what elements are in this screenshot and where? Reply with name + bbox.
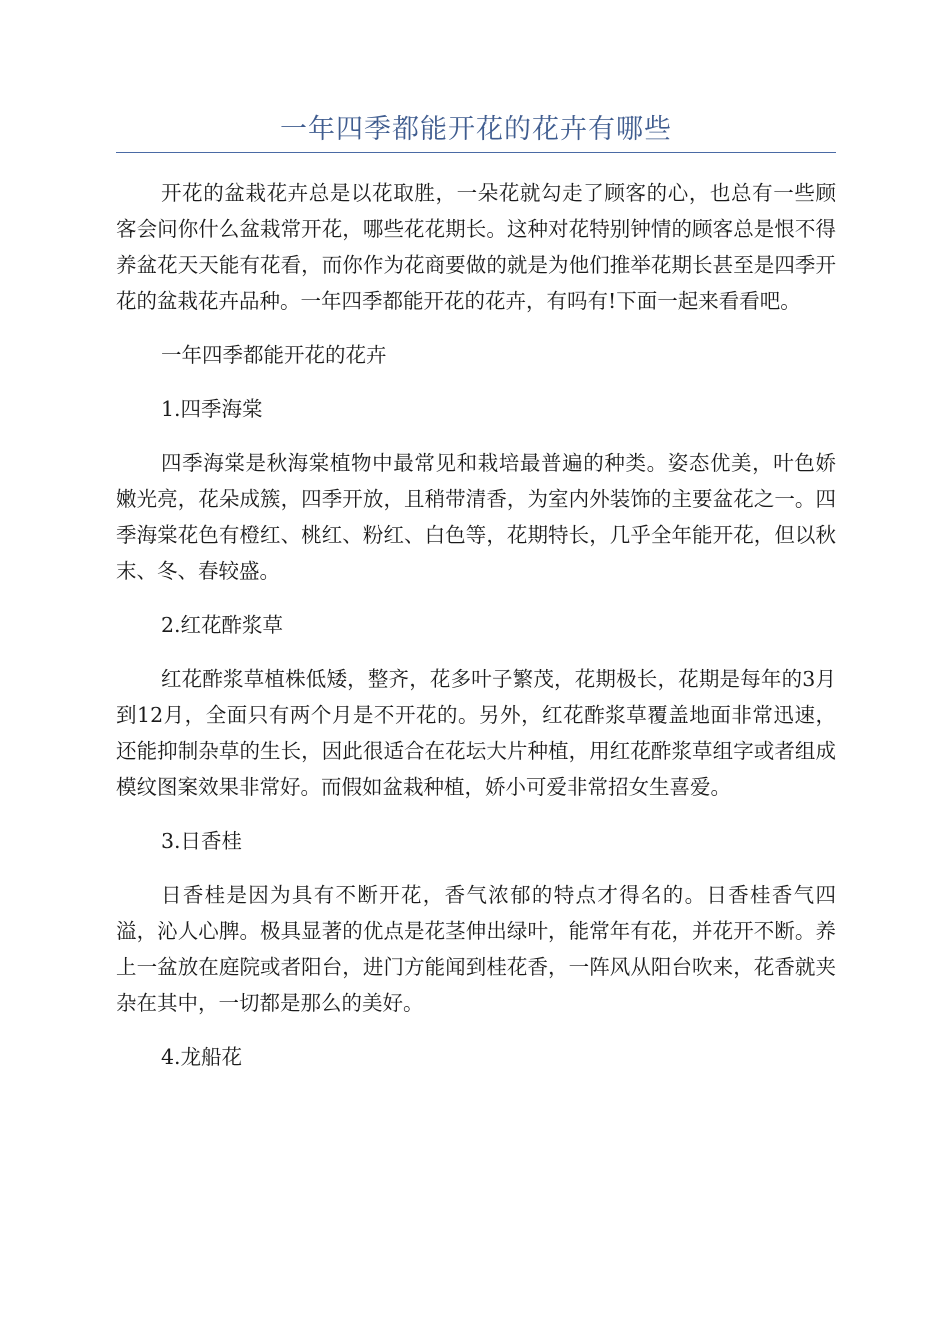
item-heading-2: 2.红花酢浆草 — [161, 613, 284, 637]
page-title: 一年四季都能开花的花卉有哪些 — [280, 114, 672, 145]
intro-paragraph: 开花的盆栽花卉总是以花取胜，一朵花就勾走了顾客的心，也总有一些顾客会问你什么盆栽常开花，哪些花花期长。这种对花特别钟情的顾客总是恨不得养盆花天天能有花看，而你作为花商要做的就是为他们推举花期长甚至是四季开花的盆栽花卉品种。一年四季都能开花的花卉，有吗有!下面一起来看看吧。 — [116, 181, 836, 313]
item-heading-4: 4.龙船花 — [161, 1045, 243, 1069]
title-underline — [116, 152, 836, 153]
item-heading-1: 1.四季海棠 — [161, 397, 263, 421]
item-body-3: 日香桂是因为具有不断开花，香气浓郁的特点才得名的。日香桂香气四溢，沁人心脾。极具显著的优点是花茎伸出绿叶，能常年有花，并花开不断。养上一盆放在庭院或者阳台，进门方能闻到桂花香，一阵风从阳台吹来，花香就夹杂在其中，一切都是那么的美好。 — [116, 883, 836, 1015]
item-heading-3: 3.日香桂 — [161, 829, 243, 853]
item-body-1: 四季海棠是秋海棠植物中最常见和栽培最普遍的种类。姿态优美，叶色娇嫩光亮，花朵成簇，四季开放，且稍带清香，为室内外装饰的主要盆花之一。四季海棠花色有橙红、桃红、粉红、白色等，花期特长，几乎全年能开花，但以秋末、冬、春较盛。 — [116, 451, 836, 583]
document-page — [116, 112, 836, 1093]
section-heading: 一年四季都能开花的花卉 — [161, 343, 387, 367]
item-body-2: 红花酢浆草植株低矮，整齐，花多叶子繁茂，花期极长，花期是每年的3月到12月，全面只有两个月是不开花的。另外，红花酢浆草覆盖地面非常迅速，还能抑制杂草的生长，因此很适合在花坛大片种植，用红花酢浆草组字或者组成模纹图案效果非常好。而假如盆栽种植，娇小可爱非常招女生喜爱。 — [116, 667, 836, 799]
